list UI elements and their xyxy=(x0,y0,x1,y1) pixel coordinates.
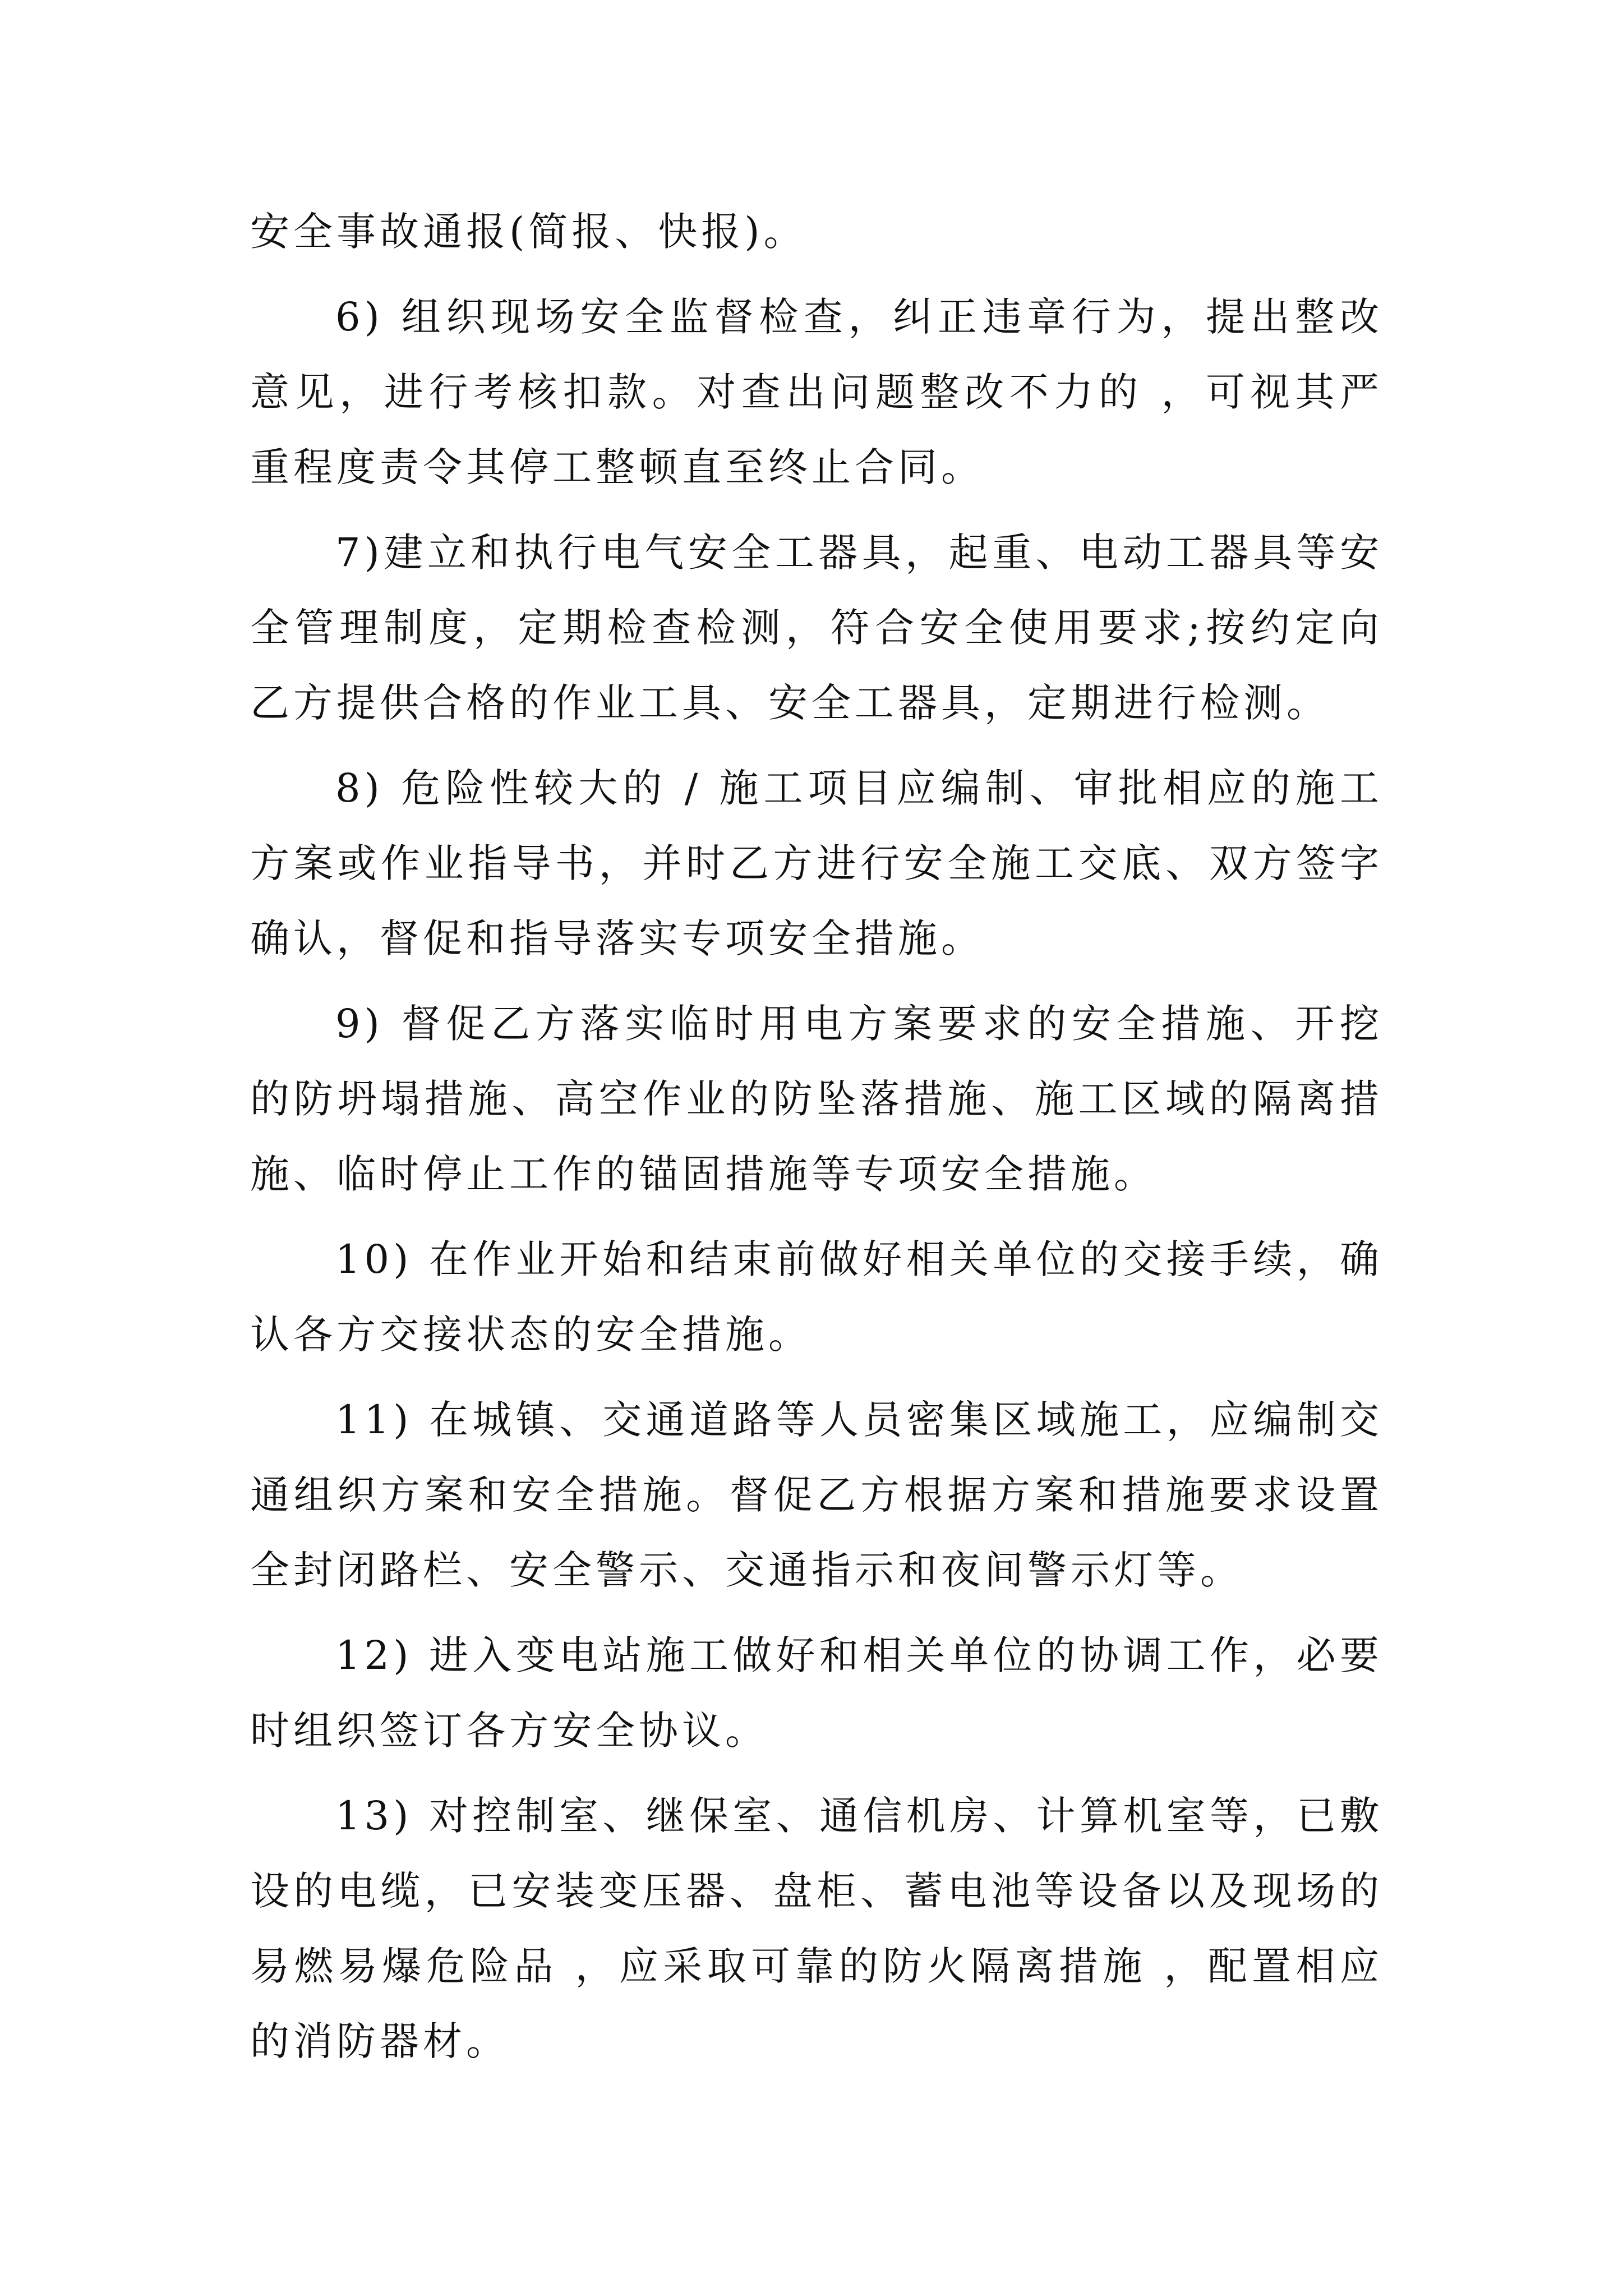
document-body xyxy=(250,194,1383,2089)
paragraph-item-13: 13) 对控制室、继保室、通信机房、计算机室等，已敷设的电缆，已安装变压器、盘柜、蓄电池等设备以及现场的易燃易爆危险品 ，应采取可靠的防火隔离措施 ，配置相应的消防器材。 xyxy=(250,1793,1383,2064)
paragraph-item-7: 7)建立和执行电气安全工器具，起重、电动工器具等安全管理制度，定期检查检测，符合安全使用要求;按约定向乙方提供合格的作业工具、安全工器具，定期进行检测。 xyxy=(250,530,1383,726)
paragraph-item-12: 12) 进入变电站施工做好和相关单位的协调工作，必要时组织签订各方安全协议。 xyxy=(250,1632,1383,1754)
paragraph-item-8: 8) 危险性较大的 / 施工项目应编制、审批相应的施工方案或作业指导书，并时乙方进行安全施工交底、双方签字确认，督促和指导落实专项安全措施。 xyxy=(250,765,1383,961)
paragraph-item-6: 6) 组织现场安全监督检查，纠正违章行为，提出整改意见，进行考核扣款。对查出问题整改不力的 ，可视其严重程度责令其停工整顿直至终止合同。 xyxy=(250,294,1383,490)
paragraph-continuation: 安全事故通报(简报、快报)。 xyxy=(250,209,807,255)
paragraph-item-11: 11) 在城镇、交通道路等人员密集区域施工，应编制交通组织方案和安全措施。督促乙方根据方案和措施要求设置全封闭路栏、安全警示、交通指示和夜间警示灯等。 xyxy=(250,1397,1383,1593)
paragraph-item-9: 9) 督促乙方落实临时用电方案要求的安全措施、开挖的防坍塌措施、高空作业的防坠落措施、施工区域的隔离措施、临时停止工作的锚固措施等专项安全措施。 xyxy=(250,1001,1383,1197)
paragraph-item-10: 10) 在作业开始和结束前做好相关单位的交接手续，确认各方交接状态的安全措施。 xyxy=(250,1236,1383,1358)
